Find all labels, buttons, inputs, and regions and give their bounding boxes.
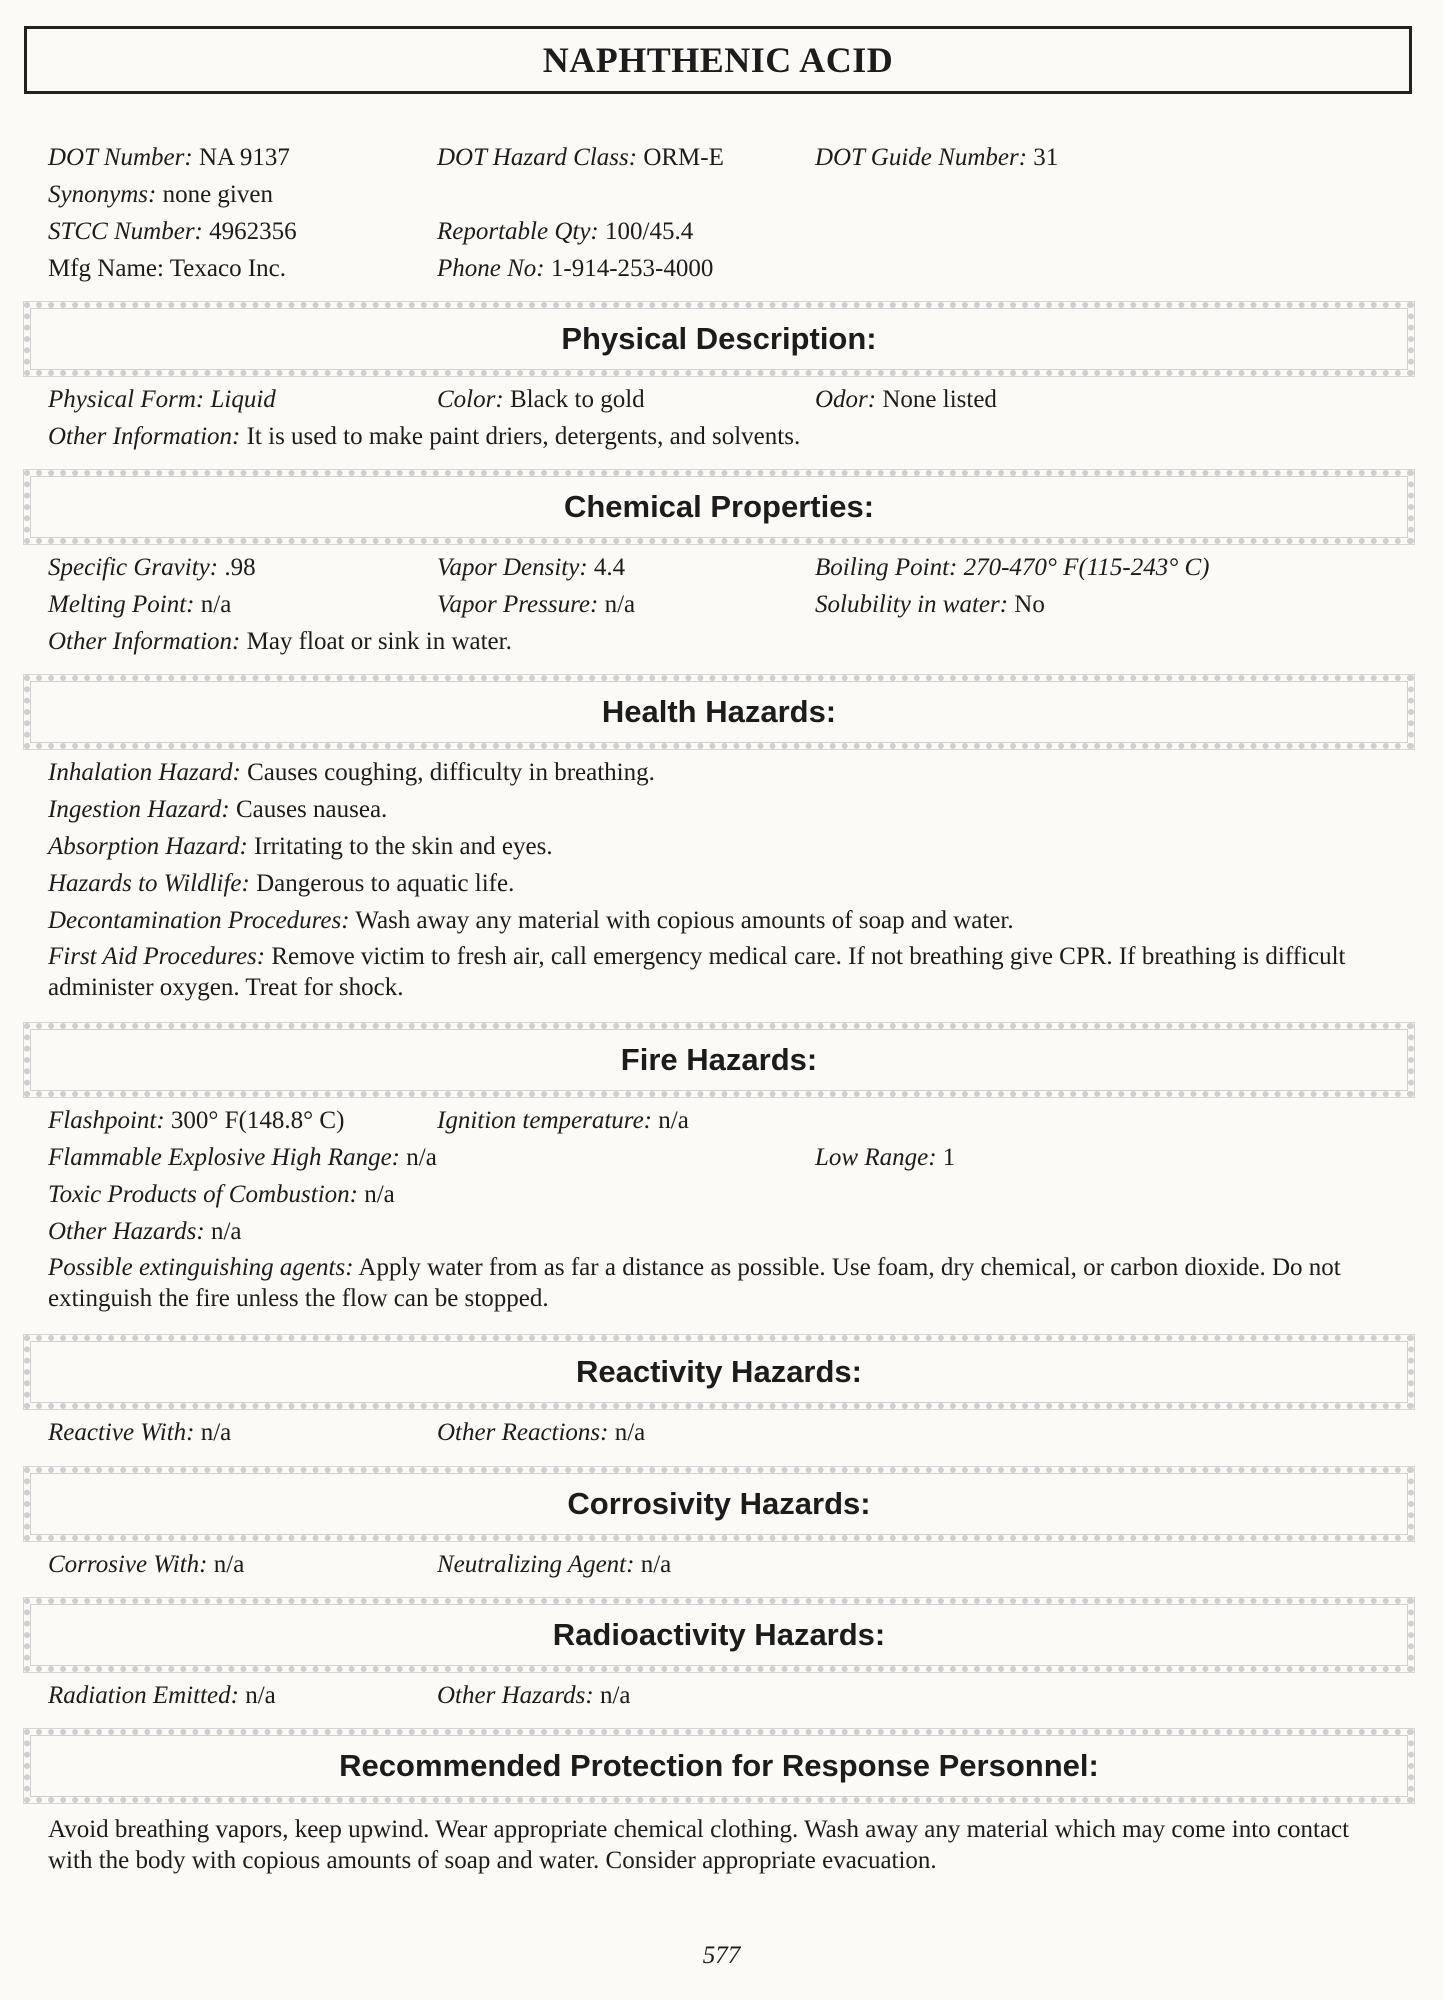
section-recommended-protection: Recommended Protection for Response Personnel: [24, 1729, 1414, 1803]
inhalation-hazard: Inhalation Hazard: Causes coughing, difficulty in breathing. [48, 759, 655, 786]
low-range: Low Range: 1 [815, 1144, 956, 1171]
specific-gravity: Specific Gravity: .98 [48, 554, 256, 581]
vapor-pressure: Vapor Pressure: n/a [437, 591, 636, 618]
section-health-hazards: Health Hazards: [24, 675, 1414, 749]
dot-number: DOT Number: NA 9137 [48, 144, 290, 171]
physical-form: Physical Form: Liquid [48, 386, 276, 413]
wildlife-hazard: Hazards to Wildlife: Dangerous to aquatic life. [48, 870, 515, 897]
ingestion-hazard: Ingestion Hazard: Causes nausea. [48, 796, 388, 823]
synonyms: Synonyms: none given [48, 181, 273, 208]
flammable-high-range: Flammable Explosive High Range: n/a [48, 1144, 437, 1171]
stcc-number: STCC Number: 4962356 [48, 218, 297, 245]
section-radioactivity-hazards: Radioactivity Hazards: [24, 1598, 1414, 1672]
radioactivity-other-hazards: Other Hazards: n/a [437, 1682, 631, 1709]
reactive-with: Reactive With: n/a [48, 1419, 232, 1446]
color: Color: Black to gold [437, 386, 645, 413]
section-physical-description: Physical Description: [24, 302, 1414, 376]
boiling-point: Boiling Point: 270-470° F(115-243° C) [815, 554, 1210, 581]
section-fire-hazards: Fire Hazards: [24, 1023, 1414, 1097]
other-reactions: Other Reactions: n/a [437, 1419, 646, 1446]
section-chemical-properties: Chemical Properties: [24, 470, 1414, 544]
odor: Odor: None listed [815, 386, 997, 413]
protection-text: Avoid breathing vapors, keep upwind. Wear appropriate chemical clothing. Wash away any material which may come into contact with the body with copious amounts of soap and water. Consider appropriate evacuation. [48, 1816, 1350, 1874]
page-number: 577 [702, 1942, 741, 1969]
phone-number: Phone No: 1-914-253-4000 [437, 255, 714, 282]
section-reactivity-hazards: Reactivity Hazards: [24, 1335, 1414, 1409]
decontamination-procedures: Decontamination Procedures: Wash away any material with copious amounts of soap and water. [48, 907, 1014, 934]
flashpoint: Flashpoint: 300° F(148.8° C) [48, 1107, 345, 1134]
melting-point: Melting Point: n/a [48, 591, 232, 618]
absorption-hazard: Absorption Hazard: Irritating to the skin and eyes. [48, 833, 553, 860]
dot-hazard-class: DOT Hazard Class: ORM-E [437, 144, 724, 171]
physical-other-info: Other Information: It is used to make paint driers, detergents, and solvents. [48, 423, 801, 450]
dot-guide-number: DOT Guide Number: 31 [815, 144, 1059, 171]
ignition-temperature: Ignition temperature: n/a [437, 1107, 689, 1134]
neutralizing-agent: Neutralizing Agent: n/a [437, 1551, 672, 1578]
corrosive-with: Corrosive With: n/a [48, 1551, 245, 1578]
fire-other-hazards: Other Hazards: n/a [48, 1218, 242, 1245]
mfg-name: Mfg Name: Texaco Inc. [48, 255, 287, 282]
document-title: NAPHTHENIC ACID [24, 26, 1412, 94]
radiation-emitted: Radiation Emitted: n/a [48, 1682, 276, 1709]
reportable-qty: Reportable Qty: 100/45.4 [437, 218, 694, 245]
solubility: Solubility in water: No [815, 591, 1045, 618]
toxic-products: Toxic Products of Combustion: n/a [48, 1181, 395, 1208]
section-corrosivity-hazards: Corrosivity Hazards: [24, 1467, 1414, 1541]
vapor-density: Vapor Density: 4.4 [437, 554, 626, 581]
extinguishing-agents: Possible extinguishing agents: Apply water from as far a distance as possible. Use foam, dry chemical, or carbon dioxide. Do not extinguish the fire unless the flow can be stopped. [48, 1254, 1341, 1312]
first-aid-procedures: First Aid Procedures: Remove victim to fresh air, call emergency medical care. If not breathing give CPR. If breathing is difficult administer oxygen. Treat for shock. [48, 943, 1346, 1001]
chemical-other-info: Other Information: May float or sink in water. [48, 628, 512, 655]
